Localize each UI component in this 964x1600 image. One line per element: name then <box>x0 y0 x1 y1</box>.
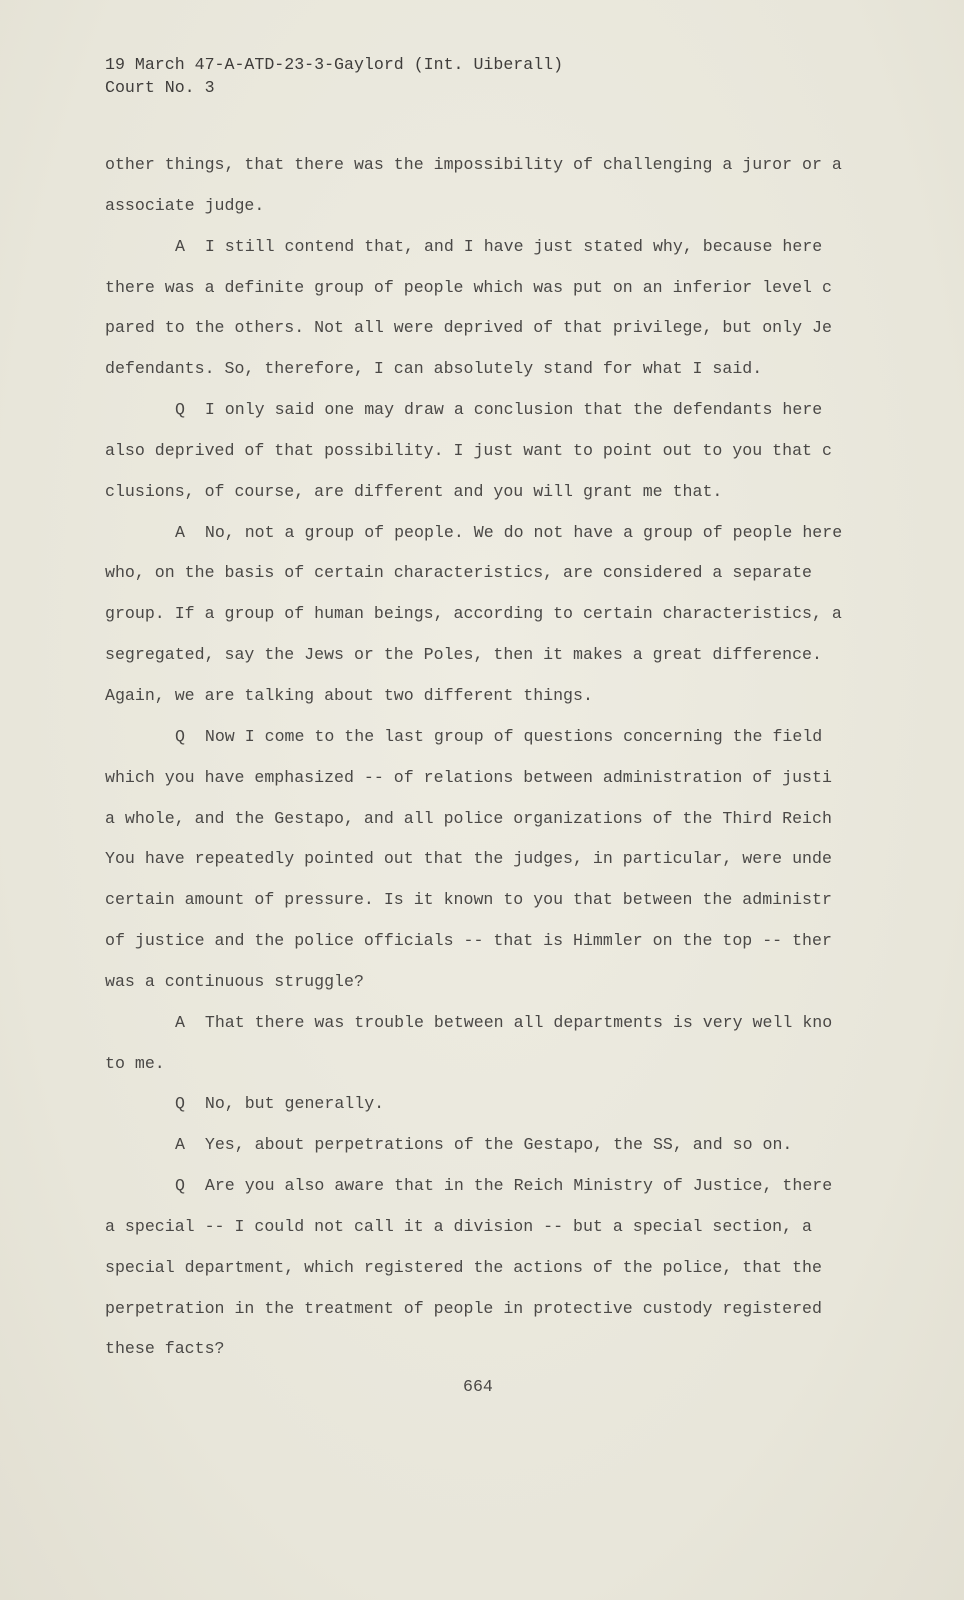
document-header <box>105 53 563 99</box>
transcript-line: a special -- I could not call it a division -- but a special section, a <box>105 1216 813 1236</box>
transcript-line: there was a definite group of people which was put on an inferior level c <box>105 277 832 297</box>
transcript-line: A That there was trouble between all departments is very well kno <box>175 1012 833 1032</box>
transcript-line: certain amount of pressure. Is it known to you that between the administr <box>105 890 832 910</box>
transcript-line: also deprived of that possibility. I just want to point out to you that c <box>105 440 832 460</box>
page-number: 664 <box>463 1377 493 1396</box>
transcript-line: which you have emphasized -- of relations between administration of justi <box>105 767 832 787</box>
transcript-line: A Yes, about perpetrations of the Gestapo, the SS, and so on. <box>175 1135 793 1155</box>
transcript-line: Again, we are talking about two different things. <box>105 685 593 705</box>
transcript-line: group. If a group of human beings, according to certain characteristics, a <box>105 604 842 624</box>
transcript-line: Q I only said one may draw a conclusion that the defendants here <box>175 400 823 420</box>
transcript-line: associate judge. <box>105 195 265 215</box>
transcript-line: of justice and the police officials -- that is Himmler on the top -- ther <box>105 931 832 951</box>
transcript-line: A No, not a group of people. We do not have a group of people here <box>175 522 843 542</box>
transcript-line: was a continuous struggle? <box>105 971 364 991</box>
transcript-line: special department, which registered the actions of the police, that the <box>105 1257 822 1277</box>
transcript-line: to me. <box>105 1053 165 1073</box>
transcript-line: these facts? <box>105 1339 225 1359</box>
transcript-line: A I still contend that, and I have just stated why, because here <box>175 236 823 256</box>
transcript-line: a whole, and the Gestapo, and all police organizations of the Third Reich <box>105 808 832 828</box>
transcript-line: perpetration in the treatment of people in protective custody registered <box>105 1298 822 1318</box>
transcript-line: clusions, of course, are different and you will grant me that. <box>105 481 723 501</box>
transcript-body <box>105 153 848 1378</box>
header-case-line: 19 March 47-A-ATD-23-3-Gaylord (Int. Uiberall) <box>105 55 564 74</box>
transcript-line: who, on the basis of certain characteristics, are considered a separate <box>105 563 813 583</box>
transcript-line: other things, that there was the impossibility of challenging a juror or a <box>105 155 842 174</box>
transcript-line: Q Are you also aware that in the Reich Ministry of Justice, there <box>175 1176 833 1196</box>
transcript-line: pared to the others. Not all were deprived of that privilege, but only Je <box>105 318 832 338</box>
transcript-line: Q No, but generally. <box>175 1094 385 1114</box>
transcript-line: You have repeatedly pointed out that the judges, in particular, were unde <box>105 849 832 869</box>
transcript-line: Q Now I come to the last group of questions concerning the field <box>175 726 823 746</box>
transcript-line: segregated, say the Jews or the Poles, then it makes a great difference. <box>105 645 822 665</box>
header-court-line: Court No. 3 <box>105 78 215 97</box>
transcript-line: defendants. So, therefore, I can absolutely stand for what I said. <box>105 359 763 379</box>
